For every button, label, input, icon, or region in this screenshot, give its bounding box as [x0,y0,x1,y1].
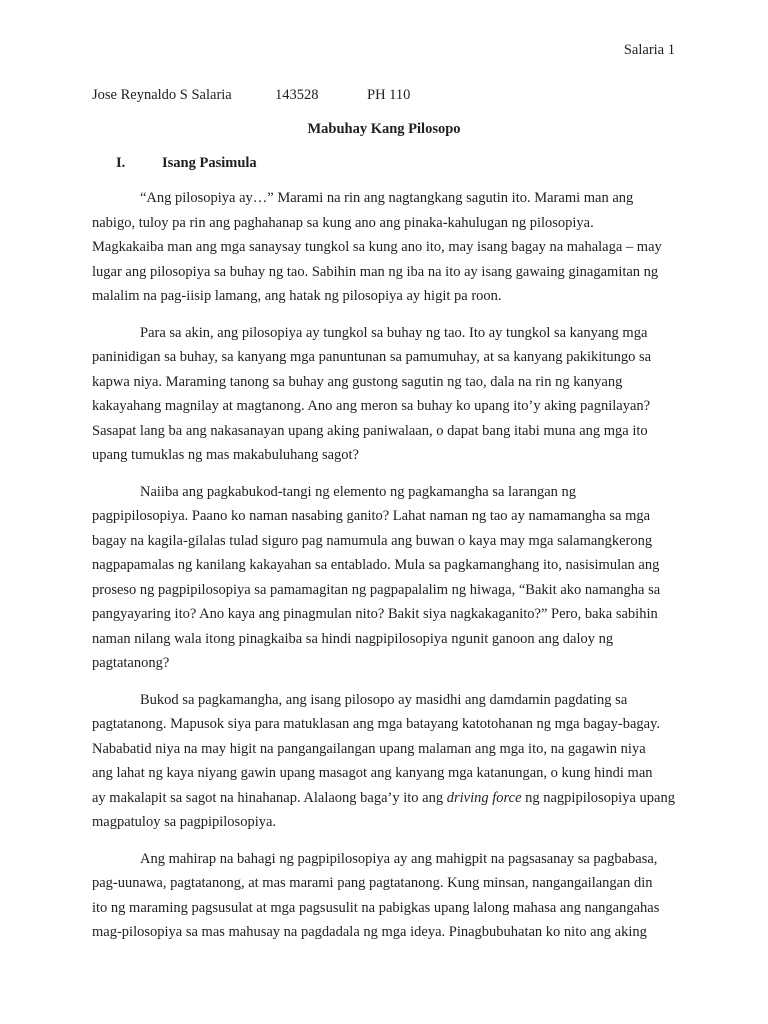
text-line: pag-uunawa, pagtatanong, at mas marami pang pagtatanong. Kung minsan, nangangailangan din [92,875,653,891]
text-line: pagpipilosopiya. Paano ko naman nasabing ganito? Lahat naman ng tao ay namamangha sa mga [92,508,651,524]
paragraph [92,321,667,468]
paragraph [92,847,667,945]
document-title: Mabuhay Kang Pilosopo [307,121,461,137]
text-line: kakayahang magnilay at magtanong. Ano ang meron sa buhay ko upang ito’y aking pagnilayan? [92,398,651,414]
document-body [92,186,675,957]
page-header-label: Salaria 1 [623,42,675,58]
text-line: paninidigan sa buhay, sa kanyang mga panuntunan sa pamumuhay, at sa kanyang pakikitungo sa [92,349,652,365]
author-info-line [92,87,410,104]
text-line: Nababatid niya na may higit na pangangailangan upang malaman ang mga ito, na gagawin niya [92,740,646,757]
section-heading [116,155,257,172]
text-line: Ang mahirap na bahagi ng pagpipilosopiya ay ang mahigpit na pagsasanay sa pagbabasa, [140,850,658,867]
text-line: Sasapat lang ba ang nakasanayan upang aking paniwalaan, o dapat bang itabi muna ang mga ito [92,422,648,439]
text-line: Bukod sa pagkamangha, ang isang pilosopo ay masidhi ang damdamin pagdating sa [140,691,628,708]
text-line: Magkakaiba man ang mga sanaysay tungkol sa kung ano ito, may isang bagay na mahalaga – may [92,239,662,255]
paragraph [92,480,667,676]
text-line: malalim na pag-iisip lamang, ang hatak ng pilosopiya ay higit pa roon. [92,288,502,304]
student-id: 143528 [275,87,319,103]
paragraph [92,186,667,309]
text-line: pagtatanong. Mapusok siya para matuklasan ang mga batayang katotohanan ng mga bagay-bagay. [92,716,660,732]
author-name: Jose Reynaldo S Salaria [92,87,232,103]
text-line: kapwa niya. Maraming tanong sa buhay ang gustong sagutin ng tao, dala na rin ng kanyang [92,373,623,390]
text-line: ito ng maraming pagsusulat at mga pagsusulit na pabigkas upang lalong mahasa ang nangangahas [92,899,660,916]
text-line: ang lahat ng kaya niyang gawin upang masagot ang kanyang mga katanungan, o kung hindi man [92,765,653,781]
text-line: mag-pilosopiya sa mas mahusay na pagdadala ng mga ideya. Pinagbubuhatan ko nito ang aking [92,924,647,940]
text-line: pagtatanong? [92,655,170,671]
text-line: magpatuloy sa pagpipilosopiya. [92,814,277,830]
section-title: Isang Pasimula [162,155,257,171]
text-segment: ay makalapit sa sagot na hinahanap. Alalaong baga’y ito ang [92,789,447,806]
emphasis-text: driving force [446,789,522,806]
text-line: proseso ng pagpipilosopiya sa pamamagitan ng pagpapalalim ng hiwaga, “Bakit ako namangha sa [92,581,661,598]
text-line: Naiiba ang pagkabukod-tangi ng elemento ng pagkamangha sa larangan ng [140,483,577,500]
text-line [92,786,675,811]
text-line: nabigo, tuloy pa rin ang paghahanap sa kung ano ang pinaka-kahulugan ng pilosopiya. [92,214,594,231]
text-line: upang tumuklas ng mas makabuluhang sagot? [92,447,359,463]
text-line: nagpapamalas ng kanilang kakayahan sa entablado. Mula sa pagkamanghang ito, nasisimulan ang [92,557,660,573]
text-line: Para sa akin, ang pilosopiya ay tungkol sa buhay ng tao. Ito ay tungkol sa kanyang mga [140,324,648,341]
text-line: “Ang pilosopiya ay…” Marami na rin ang nagtangkang sagutin ito. Marami man ang [140,190,634,206]
text-line: bagay na kagila-gilalas tulad siguro pag namumula ang buwan o kaya may mga salamangkerong [92,532,653,549]
section-number: I. [116,155,126,171]
text-line: naman nilang wala itong pinagkaiba sa hindi nagpipilosopiya ngunit ganoon ang daloy ng [92,630,614,647]
text-line: pangyayaring ito? Ano kaya ang pinagmulan nito? Bakit siya nagkakaganito?” Pero, baka sabihin [92,606,658,622]
text-segment: ng nagpipilosopiya upang [521,789,675,806]
paragraph [92,688,675,835]
text-line: lugar ang pilosopiya sa buhay ng tao. Sabihin man ng iba na ito ay isang gawaing ginagamitan ng [92,263,659,280]
course-code: PH 110 [367,87,411,103]
